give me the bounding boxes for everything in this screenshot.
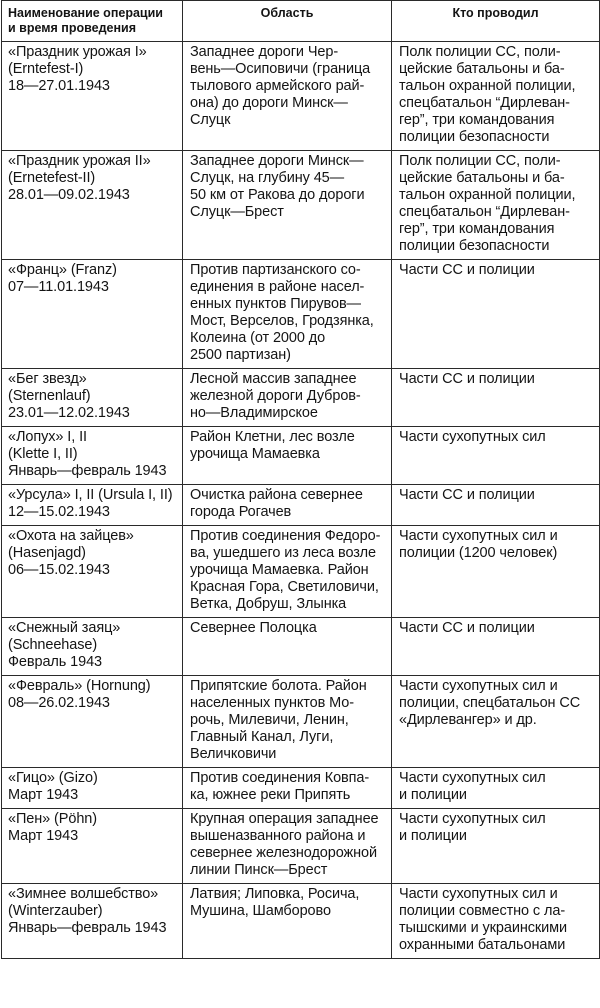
executor-cell: Полк полиции СС, поли- цейские батальоны и ба- тальон охранной полиции, спецбатальон “Дирлеван- гер”, три командования полиции безопасности — [392, 151, 600, 260]
table-row — [2, 809, 600, 884]
executor-cell: Части СС и полиции — [392, 618, 600, 676]
operation-cell: «Бег звезд» (Sternenlauf) 23.01—12.02.1943 — [2, 369, 183, 427]
operation-cell: «Охота на зайцев» (Hasenjagd) 06—15.02.1943 — [2, 526, 183, 618]
header-area: Область — [183, 1, 392, 42]
area-cell: Латвия; Липовка, Росича, Мушина, Шамборово — [183, 884, 392, 959]
table-body — [2, 42, 600, 959]
executor-cell: Части сухопутных сил и полиции — [392, 768, 600, 809]
table-row — [2, 884, 600, 959]
executor-cell: Части СС и полиции — [392, 260, 600, 369]
executor-cell: Части СС и полиции — [392, 485, 600, 526]
area-cell: Припятские болота. Район населенных пунктов Мо- рочь, Милевичи, Ленин, Главный Канал, Луги, Величковичи — [183, 676, 392, 768]
operation-cell: «Зимнее волшебство» (Winterzauber) Январь—февраль 1943 — [2, 884, 183, 959]
executor-cell: Части сухопутных сил и полиции совместно с ла- тышскими и украинскими охранными батальонами — [392, 884, 600, 959]
operation-cell: «Февраль» (Hornung) 08—26.02.1943 — [2, 676, 183, 768]
operations-table — [1, 0, 600, 959]
area-cell: Очистка района севернее города Рогачев — [183, 485, 392, 526]
executor-cell: Части сухопутных сил — [392, 427, 600, 485]
table-row — [2, 485, 600, 526]
area-cell: Западнее дороги Минск— Слуцк, на глубину 45— 50 км от Ракова до дороги Слуцк—Брест — [183, 151, 392, 260]
operation-cell: «Лопух» I, II (Klette I, II) Январь—февраль 1943 — [2, 427, 183, 485]
table-header — [2, 1, 600, 42]
table-row — [2, 151, 600, 260]
area-cell: Против соединения Ковпа- ка, южнее реки Припять — [183, 768, 392, 809]
table-row — [2, 526, 600, 618]
table-row — [2, 676, 600, 768]
area-cell: Против соединения Федоро- ва, ушедшего из леса возле урочища Мамаевка. Район Красная Гора, Светиловичи, Ветка, Добруш, Злынка — [183, 526, 392, 618]
operation-cell: «Урсула» I, II (Ursula I, II) 12—15.02.1943 — [2, 485, 183, 526]
area-cell: Лесной массив западнее железной дороги Дубров- но—Владимирское — [183, 369, 392, 427]
executor-cell: Полк полиции СС, поли- цейские батальоны и ба- тальон охранной полиции, спецбатальон “Дирлеван- гер”, три командования полиции безопасности — [392, 42, 600, 151]
table-row — [2, 427, 600, 485]
executor-cell: Части сухопутных сил и полиции — [392, 809, 600, 884]
operation-cell: «Праздник урожая II» (Ernetefest-II) 28.01—09.02.1943 — [2, 151, 183, 260]
executor-cell: Части сухопутных сил и полиции (1200 человек) — [392, 526, 600, 618]
operation-cell: «Гицо» (Gizo) Март 1943 — [2, 768, 183, 809]
table-row — [2, 42, 600, 151]
executor-cell: Части СС и полиции — [392, 369, 600, 427]
table-row — [2, 618, 600, 676]
area-cell: Район Клетни, лес возле урочища Мамаевка — [183, 427, 392, 485]
area-cell: Западнее дороги Чер- вень—Осиповичи (граница тылового армейского рай- она) до дороги Минск— Слуцк — [183, 42, 392, 151]
executor-cell: Части сухопутных сил и полиции, спецбатальон СС «Дирлевангер» и др. — [392, 676, 600, 768]
operation-cell: «Праздник урожая I» (Erntefest-I) 18—27.01.1943 — [2, 42, 183, 151]
table-row — [2, 369, 600, 427]
header-operation: Наименование операции и время проведения — [2, 1, 183, 42]
table-row — [2, 260, 600, 369]
operation-cell: «Снежный заяц» (Schneehase) Февраль 1943 — [2, 618, 183, 676]
header-who: Кто проводил — [392, 1, 600, 42]
area-cell: Севернее Полоцка — [183, 618, 392, 676]
header-row — [2, 1, 600, 42]
area-cell: Крупная операция западнее вышеназванного района и севернее железнодорожной линии Пинск—Брест — [183, 809, 392, 884]
table-row — [2, 768, 600, 809]
area-cell: Против партизанского со- единения в районе насел- енных пунктов Пирувов— Мост, Верселов, Гродзянка, Колеина (от 2000 до 2500 партизан) — [183, 260, 392, 369]
operation-cell: «Пен» (Pöhn) Март 1943 — [2, 809, 183, 884]
operation-cell: «Франц» (Franz) 07—11.01.1943 — [2, 260, 183, 369]
